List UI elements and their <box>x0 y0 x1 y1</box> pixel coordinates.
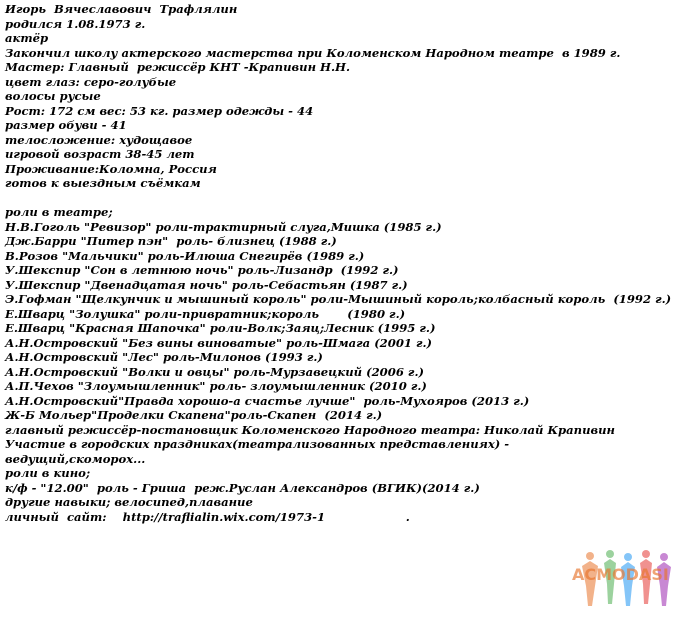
travel-ready: готов к выездным съёмкам <box>5 176 201 190</box>
role-line: Н.В.Гоголь "Ревизор" роли-трактирный слуга,Мишка (1985 г.) <box>5 219 442 234</box>
spacer <box>5 191 695 206</box>
roles-section <box>5 205 695 524</box>
role-line: Ж-Б Мольер"Проделки Скапена"роль-Скапен (2014 г.) <box>5 408 383 422</box>
full-name: Игорь Вячеславович Трафлялин <box>5 2 238 16</box>
profession: актёр <box>5 31 49 45</box>
hair-color: волосы русые <box>5 89 101 103</box>
role-line: Е.Шварц "Золушка" роли-привратник;король (1980 г.) <box>5 306 406 321</box>
playing-age: игровой возраст 38-45 лет <box>5 147 195 161</box>
personal-site: личный сайт: http://traflialin.wix.com/1973-1 . <box>5 509 410 524</box>
film-roles-heading: роли в кино; <box>5 466 91 480</box>
role-line: А.Н.Островский "Волки и овцы" роль-Мурзавецкий (2006 г.) <box>5 364 424 379</box>
watermark-text: ACMODASI <box>572 565 669 584</box>
birth-date: родился 1.08.1973 г. <box>5 16 146 31</box>
role-line: Е.Шварц "Красная Шапочка" роли-Волк;Заяц;Лесник (1995 г.) <box>5 321 436 335</box>
acmodasi-watermark <box>568 548 686 608</box>
master: Мастер: Главный режиссёр КНТ -Крапивин Н.Н. <box>5 60 351 74</box>
education: Закончил школу актерского мастерства при Коломенском Народном театре в 1989 г. <box>5 45 621 60</box>
role-line: У.Шекспир "Сон в летнюю ночь" роль-Лизандр (1992 г.) <box>5 263 399 277</box>
event-roles: ведущий,скоморох... <box>5 451 146 466</box>
theatre-roles-heading: роли в театре; <box>5 205 113 219</box>
height-weight: Рост: 172 см вес: 53 кг. размер одежды - 44 <box>5 103 314 118</box>
film-role: к/ф - "12.00" роль - Гриша реж.Руслан Александров (ВГИК)(2014 г.) <box>5 480 480 495</box>
resume-document <box>5 2 695 524</box>
role-line: Э.Гофман "Щелкунчик и мышиный король" роли-Мышиный король;колбасный король (1992 г.) <box>5 292 672 306</box>
residence: Проживание:Коломна, Россия <box>5 161 217 176</box>
other-skills: другие навыки; велосипед,плавание <box>5 495 253 509</box>
role-line: В.Розов "Мальчики" роль-Илюша Снегирёв (1989 г.) <box>5 248 365 263</box>
build: телосложение: худощавое <box>5 132 193 147</box>
eye-color: цвет глаз: серо-голубые <box>5 74 177 89</box>
role-line: А.Н.Островский "Без вины виноватые" роль-Шмага (2001 г.) <box>5 335 433 350</box>
role-line: А.Н.Островский "Лес" роль-Милонов (1993 г.) <box>5 350 323 364</box>
theatre-director: главный режиссёр-постановщик Коломенского Народного театра: Николай Крапивин <box>5 422 615 437</box>
role-line: Дж.Барри "Питер пэн" роль- близнец (1988 г.) <box>5 234 337 248</box>
role-line: У.Шекспир "Двенадцатая ночь" роль-Себастьян (1987 г.) <box>5 277 408 292</box>
shoe-size: размер обуви - 41 <box>5 118 127 132</box>
city-events: Участие в городских праздниках(театрализованных представлениях) - <box>5 437 510 451</box>
role-line: А.П.Чехов "Злоумышленник" роль- злоумышленник (2010 г.) <box>5 379 427 393</box>
personal-info-section <box>5 2 695 191</box>
role-line: А.Н.Островский"Правда хорошо-а счастье лучше" роль-Мухояров (2013 г.) <box>5 393 530 408</box>
